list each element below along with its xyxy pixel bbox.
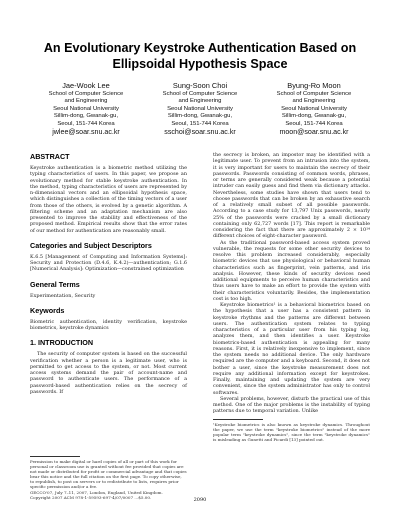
author-address: Sillim-dong, Gwanak-gu, bbox=[53, 113, 119, 120]
body-paragraph: Keystroke biometrics¹ is a behavioral biometrics based on the hypothesis that a user has a consistent pattern in keystroke rhythms and the patterns are different between users. The authentication system relates to typing characteristics of a particular user from his typing log, analyzes them, and then identifies a user. Keystroke biometrics-based authentication is appealing for many reasons. First, it is relatively inexpensive to implement, since the system needs no additional device. The only hardware required are the computer and a keyboard. Second, it does not bother a user, since the keystroke measurement does not require any additional information except for keystrokes. Finally, maintaining and updating the system are very convenient, since the system administrator has only to control softwares. bbox=[213, 302, 370, 396]
author-name: Sung-Soon Choi bbox=[172, 81, 228, 90]
title-line-2: Ellipsoidal Hypothesis Space bbox=[112, 57, 288, 71]
author-dept: and Engineering bbox=[178, 98, 222, 105]
page-number: 2090 bbox=[193, 497, 207, 503]
author-address: Seoul, 151-744 Korea bbox=[285, 120, 343, 127]
author-dept: School of Computer Science bbox=[276, 90, 352, 97]
body-paragraph: Several problems, however, disturb the practical use of this method. One of the major problems is the instability of typing patterns due to temporal variation. Unlike bbox=[213, 395, 370, 415]
keywords-text: Biometric authentication, identity verification, keystroke biometrics, keystroke dynamics bbox=[30, 318, 187, 331]
author-name: Byung-Ro Moon bbox=[287, 81, 341, 90]
author-email: moon@soar.snu.ac.kr bbox=[279, 128, 349, 137]
author-name: Jae-Wook Lee bbox=[62, 81, 110, 90]
copyright-notice bbox=[30, 456, 187, 500]
author-1 bbox=[30, 81, 142, 137]
divider bbox=[213, 419, 263, 420]
categories-heading: Categories and Subject Descriptors bbox=[30, 240, 152, 250]
general-terms-heading: General Terms bbox=[30, 279, 80, 289]
keywords-heading: Keywords bbox=[30, 305, 65, 315]
author-univ: Seoul National University bbox=[281, 105, 347, 112]
footnote: ¹Keystroke biometrics is also known as keystroke dynamics. Throughout the paper, we use the term "keystroke biometrics" instead of the more popular term "keystroke dynamics", since the term "keystroke dynamics" is misleading as Gunetti and Picardi [13] pointed out. bbox=[213, 421, 370, 442]
copyright-text: Copyright 2007 ACM 978-1-59593-697-4/07/0007 ...$5.00. bbox=[30, 494, 152, 500]
author-univ: Seoul National University bbox=[53, 105, 119, 112]
title-line-1: An Evolutionary Keystroke Authentication Based on bbox=[43, 41, 357, 55]
paper-title bbox=[30, 40, 370, 72]
author-email: jwlee@soar.snu.ac.kr bbox=[52, 128, 120, 137]
body-paragraph: the secrecy is broken, an impostor may be identified with a legitimate user. To prevent from an intrusion into the system, it is very important for users to maintain the secrecy of their passwords. Passwords consisting of common words, phrases, or terms are generally considered weak because a potential intruder can easily guess and find them via dictionary attacks. Nevertheless, some studies have shown that users tend to choose passwords that can be broken by an exhaustive search of a relatively small subset of all possible passwords. According to a case study for 13,797 Unix passwords, nearly 25% of the passwords were cracked by a small dictionary containing only 62,727 words [17]. This report is remarkable considering the fact that there are approximately 2 × 10¹⁴ different choices of eight-character password. bbox=[213, 152, 370, 240]
permission-text: Permission to make digital or hard copies of all or part of this work for personal or classroom use is granted without fee provided that copies are not made or distributed for profit or commercial advantage and that copies bear this notice and the full citation on the first page. To copy otherwise, to republish, to post on servers or to redistribute to lists, requires prior specific permission and/or a fee. bbox=[30, 459, 187, 490]
author-address: Sillim-dong, Gwanak-gu, bbox=[281, 113, 347, 120]
introduction-heading: 1. INTRODUCTION bbox=[30, 338, 94, 348]
author-address: Seoul, 151-744 Korea bbox=[57, 120, 115, 127]
right-column bbox=[213, 152, 370, 442]
conference-text: GECCO'07, July 7–11, 2007, London, England, United Kingdom. bbox=[30, 489, 163, 495]
author-address: Seoul, 151-744 Korea bbox=[171, 120, 229, 127]
general-terms-text: Experimentation, Security bbox=[30, 292, 96, 299]
divider bbox=[30, 456, 80, 457]
left-column bbox=[30, 152, 187, 395]
abstract-heading: ABSTRACT bbox=[30, 152, 70, 161]
introduction-text: The security of computer system is based on the successful verification whether a person is a legitimate user, who is permitted to get access to the system, or not. Most current access systems demand the pair of account-name and password to authenticate users. The performance of a password-based authentication relies on the secrecy of passwords. If bbox=[30, 351, 187, 395]
author-univ: Seoul National University bbox=[167, 105, 233, 112]
author-3 bbox=[258, 81, 370, 137]
author-address: Sillim-dong, Gwanak-gu, bbox=[167, 113, 233, 120]
author-block bbox=[30, 81, 370, 137]
body-paragraph: As the traditional password-based access system proved vulnerable, the requests for some other security devices to resolve this problem increased considerably, especially biometric devices that use physiological or behavioral human characteristics such as fingerprint, vein patterns, and iris analysis. However, these kinds of security devices need additional equipments to perceive human characteristics and thus users have to make an effort to provide the system with their characteristics voluntarily. Besides, the implementation cost is too high. bbox=[213, 239, 370, 302]
author-dept: School of Computer Science bbox=[162, 90, 238, 97]
author-dept: and Engineering bbox=[292, 98, 336, 105]
author-dept: and Engineering bbox=[64, 98, 108, 105]
abstract-text: Keystroke authentication is a biometric method utilizing the typing characteristics of users. In this paper, we propose an evolutionary method for stable keystroke authentication. In the method, typing characteristics of users are represented by n-dimensional vectors and an ellipsoidal hypothesis space, which distinguishes a collection of the timing vectors of a user from those of the others, is evolved by a genetic algorithm. A filtering scheme and an adaptation mechanism are also presented to improve the stability and effectiveness of the proposed method. Empirical results show that the error rates of our method for authentication are reasonably small. bbox=[30, 165, 187, 234]
author-dept: School of Computer Science bbox=[48, 90, 124, 97]
categories-text: K.6.5 [Management of Computing and Information Systems]: Security and Protection (D.4.6, K.4.2)—authentication; G.1.6 [Numerical Analysis]: Optimization—constrained optimization bbox=[30, 253, 187, 273]
author-email: sschoi@soar.snu.ac.kr bbox=[164, 128, 236, 137]
author-2 bbox=[144, 81, 256, 137]
